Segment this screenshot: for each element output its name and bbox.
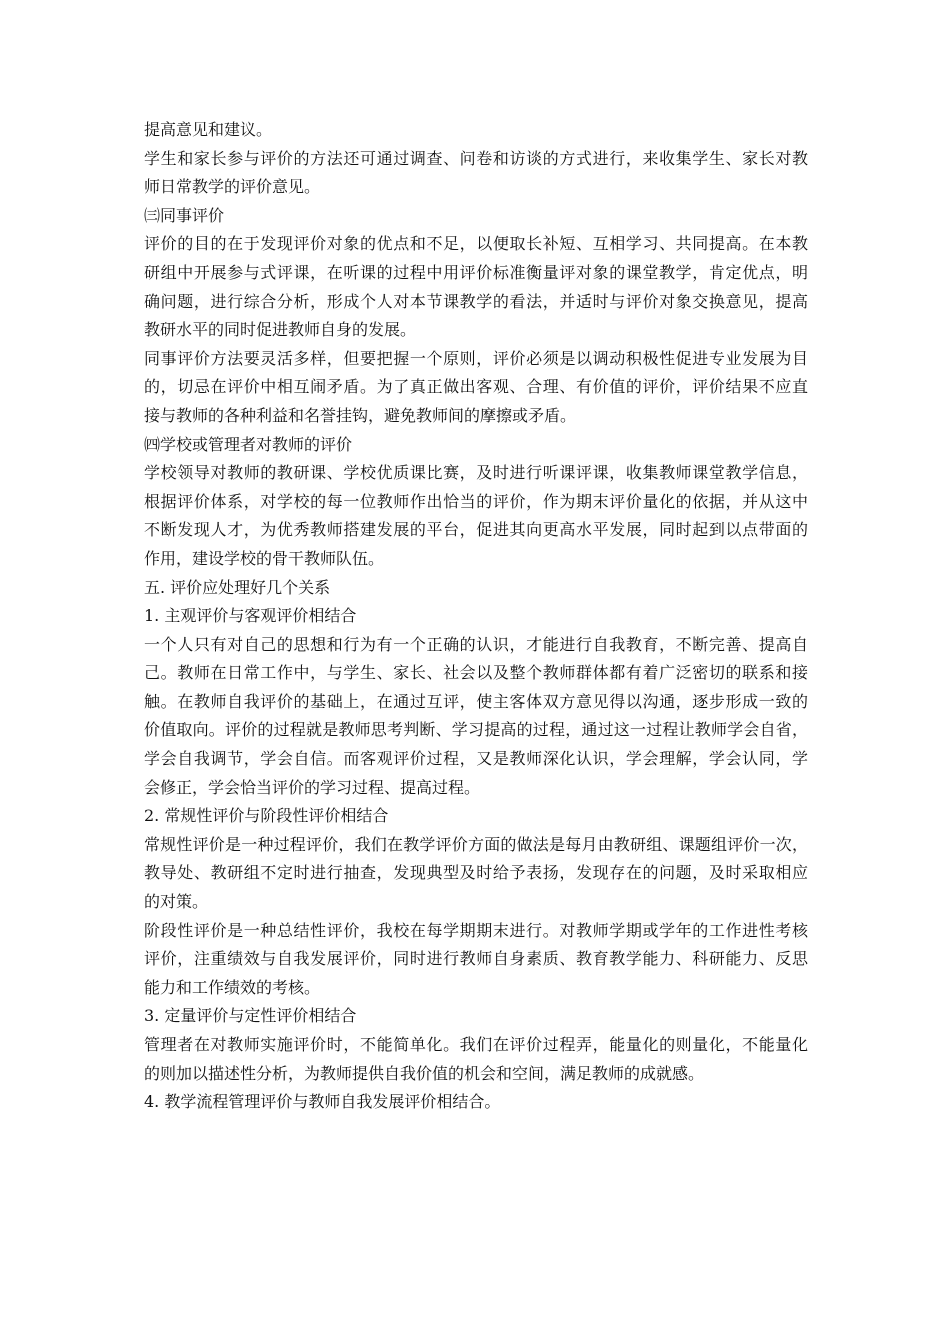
text-line: 会修正，学会恰当评价的学习过程、提高过程。: [144, 777, 481, 797]
text-line: 触。在教师自我评价的基础上，在通过互评，使主客体双方意见得以沟通，逐步形成一致的: [144, 691, 808, 711]
text-line: ㈢同事评价: [144, 205, 225, 225]
text-line: 的则加以描述性分析，为教师提供自我价值的机会和空间，满足教师的成就感。: [144, 1063, 705, 1083]
document-body: [144, 116, 808, 1117]
text-line: 评价，注重绩效与自我发展评价，同时进行教师自身素质、教育教学能力、科研能力、反思: [144, 949, 808, 969]
text-line: 的对策。: [144, 892, 209, 912]
text-line: ㈣学校或管理者对教师的评价: [144, 434, 353, 454]
text-line: 管理者在对教师实施评价时，不能简单化。我们在评价过程弄，能量化的则量化，不能量化: [144, 1035, 808, 1054]
text-line: 根据评价体系，对学校的每一位教师作出恰当的评价，作为期末评价量化的依据，并从这中: [144, 491, 808, 511]
text-line: 作用，建设学校的骨干教师队伍。: [144, 548, 385, 568]
text-line: 学会自我调节，学会自信。而客观评价过程，又是教师深化认识，学会理解，学会认同，学: [144, 749, 808, 769]
text-line: 的，切忌在评价中相互闹矛盾。为了真正做出客观、合理、有价值的评价，评价结果不应直: [144, 377, 808, 397]
text-line: 2. 常规性评价与阶段性评价相结合: [144, 806, 389, 826]
text-line: 学生和家长参与评价的方法还可通过调查、问卷和访谈的方式进行，来收集学生、家长对教: [144, 148, 808, 168]
text-line: 评价的目的在于发现评价对象的优点和不足，以便取长补短、互相学习、共同提高。在本教: [144, 234, 808, 254]
text-line: 师日常教学的评价意见。: [144, 177, 321, 197]
text-line: 确问题，进行综合分析，形成个人对本节课教学的看法，并适时与评价对象交换意见，提高: [144, 291, 808, 311]
text-line: 常规性评价是一种过程评价，我们在教学评价方面的做法是每月由教研组、课题组评价一次，: [144, 834, 808, 854]
text-line: 不断发现人才，为优秀教师搭建发展的平台，促进其向更高水平发展，同时起到以点带面的: [144, 520, 808, 540]
text-line: 1. 主观评价与客观评价相结合: [144, 606, 357, 626]
text-line: 同事评价方法要灵活多样，但要把握一个原则，评价必须是以调动积极性促进专业发展为目: [144, 348, 808, 368]
text-line: 3. 定量评价与定性评价相结合: [144, 1006, 357, 1026]
text-line: 研组中开展参与式评课，在听课的过程中用评价标准衡量评对象的课堂教学，肯定优点，明: [144, 262, 808, 282]
text-line: 提高意见和建议。: [144, 120, 273, 139]
text-line: 接与教师的各种利益和名誉挂钩，避免教师间的摩擦或矛盾。: [144, 405, 577, 425]
text-line: 己。教师在日常工作中，与学生、家长、社会以及整个教师群体都有着广泛密切的联系和接: [144, 663, 808, 683]
text-line: 教导处、教研组不定时进行抽查，发现典型及时给予表扬，发现存在的问题，及时采取相应: [144, 863, 808, 883]
text-line: 教研水平的同时促进教师自身的发展。: [144, 320, 417, 340]
text-line: 价值取向。评价的过程就是教师思考判断、学习提高的过程，通过这一过程让教师学会自省，: [144, 720, 808, 740]
text-line: 五. 评价应处理好几个关系: [144, 577, 331, 597]
text-line: 阶段性评价是一种总结性评价，我校在每学期期末进行。对教师学期或学年的工作进性考核: [144, 920, 808, 940]
text-line: 一个人只有对自己的思想和行为有一个正确的认识，才能进行自我教育，不断完善、提高自: [144, 634, 808, 654]
text-line: 4. 教学流程管理评价与教师自我发展评价相结合。: [144, 1092, 501, 1112]
text-line: 能力和工作绩效的考核。: [144, 977, 321, 997]
text-line: 学校领导对教师的教研课、学校优质课比赛，及时进行听课评课，收集教师课堂教学信息，: [144, 463, 808, 483]
